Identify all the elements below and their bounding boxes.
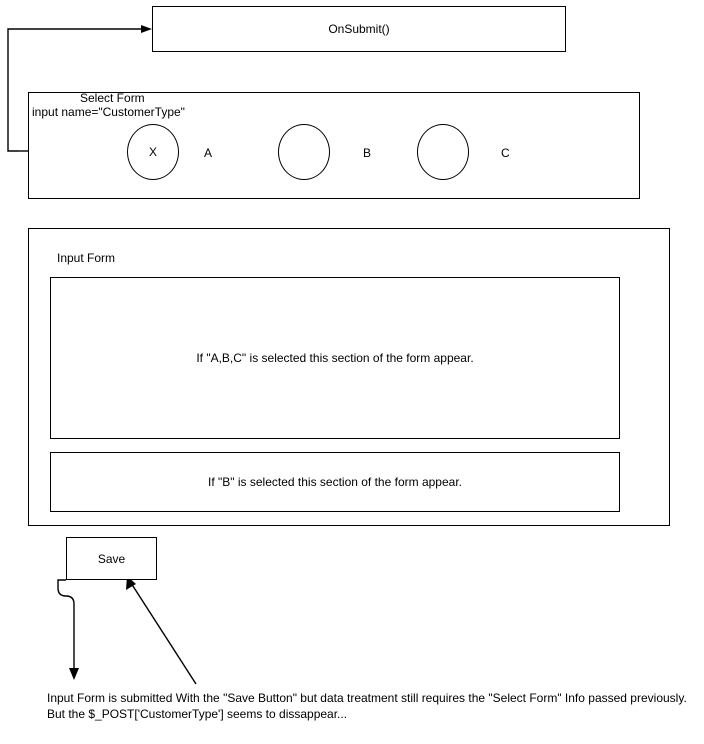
footnote <box>47 690 697 722</box>
save-button[interactable] <box>66 537 157 580</box>
select-form-title: Select Form <box>80 91 145 105</box>
input-form-section-abc <box>50 277 620 439</box>
radio-label-a: A <box>204 146 213 160</box>
radio-option-a-mark: X <box>148 145 157 159</box>
radio-option-a[interactable] <box>127 124 179 180</box>
radio-label-c: C <box>501 146 510 160</box>
radio-label-b: B <box>363 146 372 160</box>
select-form-input-name: input name="CustomerType" <box>32 105 185 119</box>
onsubmit-label: OnSubmit() <box>328 22 390 36</box>
radio-option-b[interactable] <box>278 124 330 180</box>
radio-option-c[interactable] <box>417 124 469 180</box>
input-form-title: Input Form <box>57 251 116 265</box>
save-button-label: Save <box>97 551 126 566</box>
input-form-section-b <box>50 452 620 512</box>
input-form-section-b-text: If "B" is selected this section of the form appear. <box>208 475 462 489</box>
footnote-line-1: Input Form is submitted With the "Save Button" but data treatment still requires the "Select Form" Info passed previously. <box>47 691 687 705</box>
footnote-line-2: But the $_POST['CustomerType'] seems to dissappear... <box>47 707 348 721</box>
input-form-section-abc-text: If "A,B,C" is selected this section of the form appear. <box>196 351 474 365</box>
onsubmit-box <box>152 6 566 52</box>
